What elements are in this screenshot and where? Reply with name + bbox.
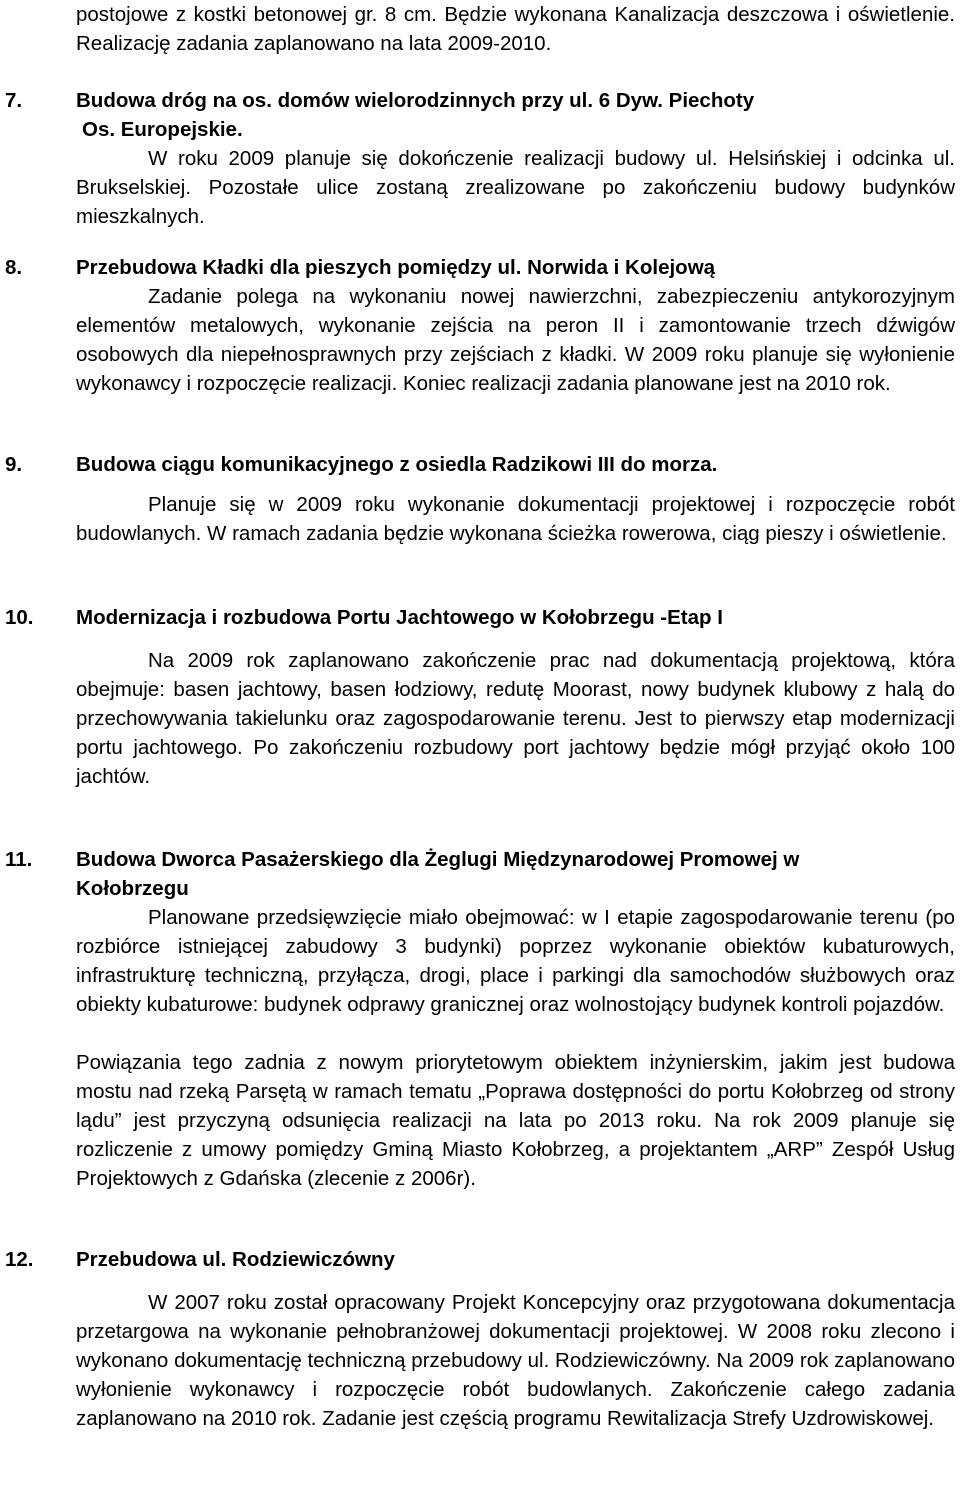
section-8-body: Zadanie polega na wykonaniu nowej nawierzchni, zabezpieczeniu antykorozyjnym elementów metalowych, wykonanie zejścia na peron II i zamontowanie trzech dźwigów osobowych dla niepełnosprawnych przy zejściach z kładki. W 2009 roku planuje się wyłonienie wykonawcy i rozpoczęcie realizacji. Koniec realizacji zadania planowane jest na 2010 rok. xyxy=(76,285,955,395)
section-12-body: W 2007 roku został opracowany Projekt Koncepcyjny oraz przygotowana dokumentacja przetargowa na wykonanie pełnobranżowej dokumentacji projektowej. W 2008 roku zlecono i wykonano dokumentację techniczną przebudowy ul. Rodziewiczówny. Na 2009 rok zaplanowano wyłonienie wykonawcy i rozpoczęcie robót budowlanych. Zakończenie całego zadania zaplanowano na 2010 rok. Zadanie jest częścią programu Rewitalizacja Strefy Uzdrowiskowej. xyxy=(76,1291,955,1430)
section-7-heading-line1: Budowa dróg na os. domów wielorodzinnych przy ul. 6 Dyw. Piechoty xyxy=(76,89,755,112)
section-7-heading-line2: Os. Europejskie xyxy=(82,118,237,141)
section-8-heading: Przebudowa Kładki dla pieszych pomiędzy ul. Norwida i Kolejową xyxy=(76,256,716,279)
section-11-body-2: Powiązania tego zadnia z nowym priorytetowym obiektem inżynierskim, jakim jest budowa mostu nad rzeką Parsętą w ramach tematu „Poprawa dostępności do portu Kołobrzeg od strony lądu” jest przyczyną odsunięcia realizacji na lata po 2013 roku. Na rok 2009 planuje się rozliczenie z umowy pomiędzy Gminą Miasto Kołobrzeg, a projektantem „ARP” Zespół Usług Projektowych z Gdańska (zlecenie z 2006r). xyxy=(76,1051,955,1190)
section-11-heading xyxy=(76,845,799,903)
section-9-body: Planuje się w 2009 roku wykonanie dokumentacji projektowej i rozpoczęcie robót budowlanych. W ramach zadania będzie wykonana ścieżka rowerowa, ciąg pieszy i oświetlenie. xyxy=(76,493,955,545)
section-11-body-1: Planowane przedsięwzięcie miało obejmować: w I etapie zagospodarowanie terenu (po rozbiórce istniejącej zabudowy 3 budynki) poprzez wykonanie obiektów kubaturowych, infrastrukturę techniczną, przyłącza, drogi, place i parkingi dla samochodów służbowych oraz obiekty kubaturowe: budynek odprawy granicznej oraz wolnostojący budynek kontroli pojazdów. xyxy=(76,906,955,1016)
section-10-body: Na 2009 rok zaplanowano zakończenie prac nad dokumentacją projektową, która obejmuje: basen jachtowy, basen łodziowy, redutę Moorast, nowy budynek klubowy z halą do przechowywania takielunku oraz zagospodarowanie terenu. Jest to pierwszy etap modernizacji portu jachtowego. Po zakończeniu rozbudowy port jachtowy będzie mógł przyjąć około 100 jachtów. xyxy=(76,649,955,788)
section-7-number: 7. xyxy=(5,89,23,112)
section-12-number: 12. xyxy=(5,1248,34,1271)
section-7-body: W roku 2009 planuje się dokończenie realizacji budowy ul. Helsińskiej i odcinka ul. Brukselskiej. Pozostałe ulice zostaną zrealizowane po zakończeniu budowy budynków mieszkalnych. xyxy=(76,147,955,228)
section-10-number: 10. xyxy=(5,606,34,629)
section-8-number: 8. xyxy=(5,256,23,279)
section-12-heading: Przebudowa ul. Rodziewiczówny xyxy=(76,1248,395,1271)
section-7-heading xyxy=(76,86,754,144)
intro-paragraph: postojowe z kostki betonowej gr. 8 cm. Będzie wykonana Kanalizacja deszczowa i oświetlenie. Realizację zadania zaplanowano na lata 2009-2010. xyxy=(76,3,955,55)
section-11-heading-line1: Budowa Dworca Pasażerskiego dla Żeglugi Międzynarodowej Promowej w xyxy=(76,848,800,871)
section-10-heading: Modernizacja i rozbudowa Portu Jachtowego w Kołobrzegu -Etap I xyxy=(76,606,723,629)
section-7-heading-end: . xyxy=(236,118,243,141)
section-11-heading-line2: Kołobrzegu xyxy=(76,877,189,900)
section-11-number: 11. xyxy=(5,848,33,871)
section-9-heading: Budowa ciągu komunikacyjnego z osiedla Radzikowi III do morza. xyxy=(76,453,718,476)
section-9-number: 9. xyxy=(5,453,23,476)
